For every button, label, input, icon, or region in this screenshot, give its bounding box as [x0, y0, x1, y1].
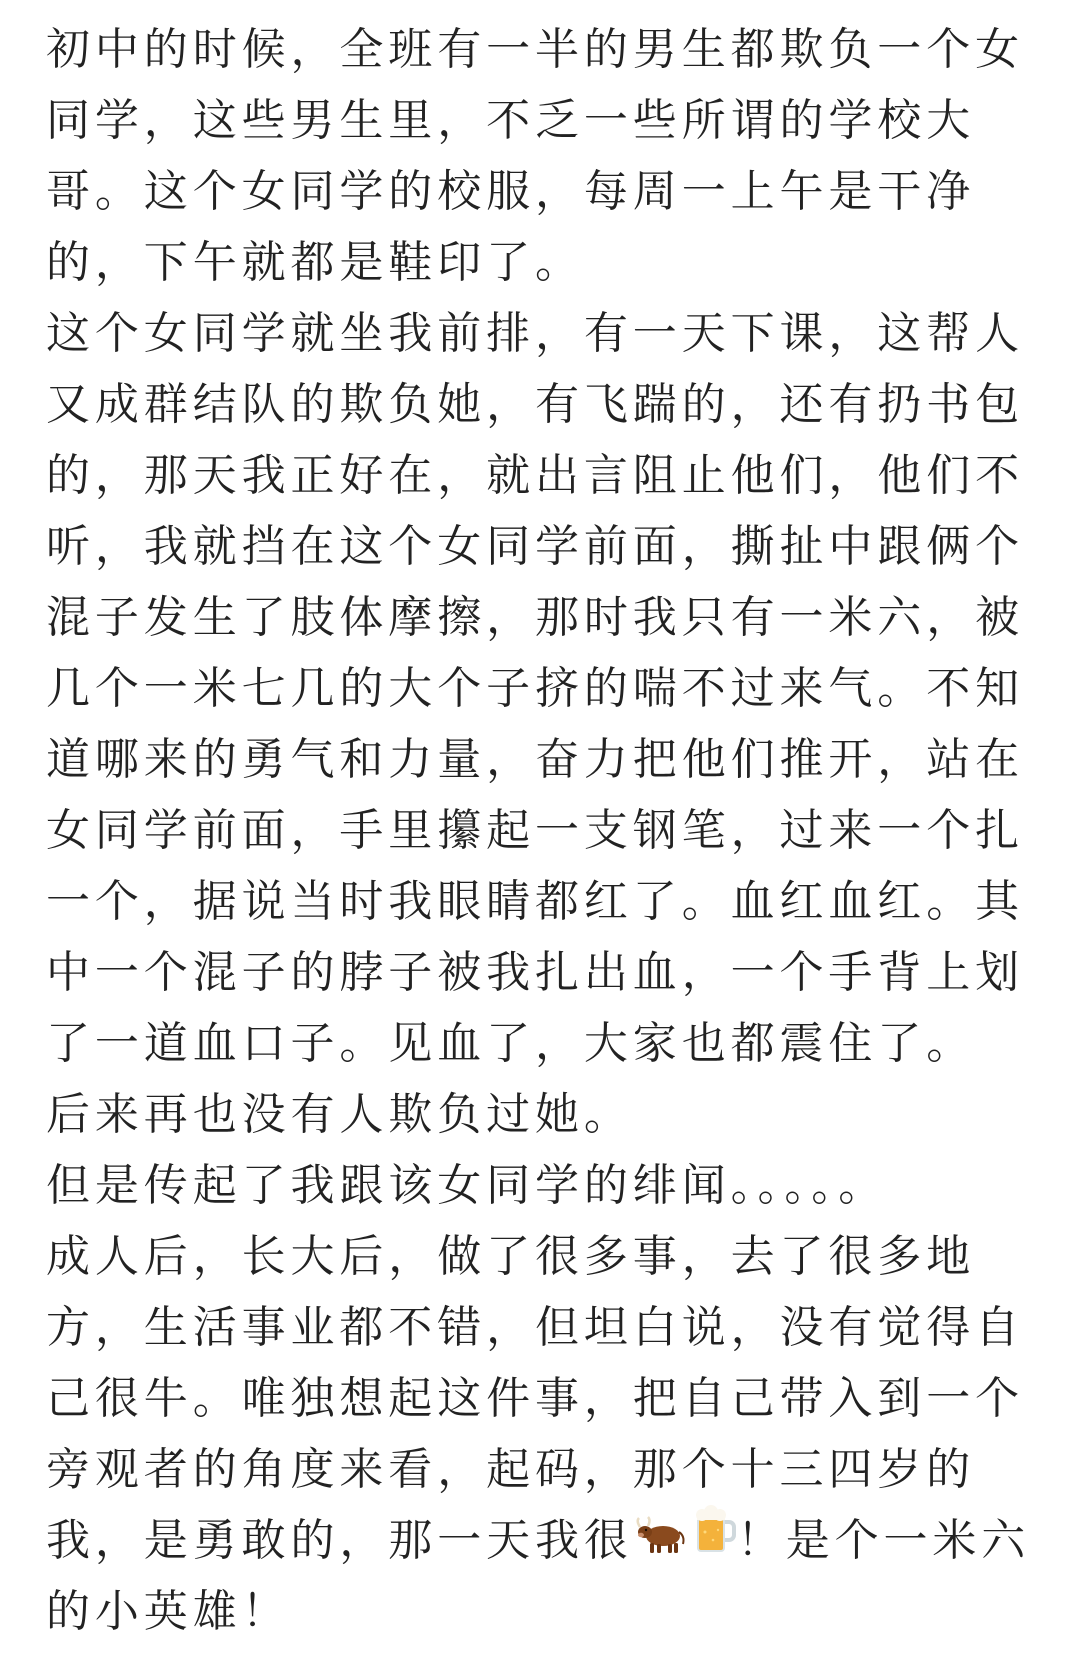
text-line: 中一个混子的脖子被我扎出血，一个手背上划 [46, 947, 1024, 998]
beer-mug-icon [687, 1504, 737, 1575]
text-line: 后来再也没有人欺负过她。 [46, 1089, 633, 1140]
text-line: 哥。这个女同学的校服，每周一上午是干净 [46, 166, 976, 217]
text-segment: 我，是勇敢的，那一天我很 [46, 1515, 633, 1566]
bull-icon [633, 1504, 687, 1575]
text-line: 了一道血口子。见血了，大家也都震住了。 [46, 1018, 976, 1069]
text-line: 的小英雄！ [46, 1586, 291, 1637]
text-line: 女同学前面，手里攥起一支钢笔，过来一个扎 [46, 805, 1024, 856]
article-body [46, 14, 1046, 1647]
text-line: 但是传起了我跟该女同学的绯闻。。。。。 [46, 1160, 888, 1211]
text-line: 一个，据说当时我眼睛都红了。血红血红。其 [46, 876, 1024, 927]
text-line-with-emoji [46, 1505, 1046, 1576]
text-line: 方，生活事业都不错，但坦白说，没有觉得自 [46, 1302, 1024, 1353]
text-line: 这个女同学就坐我前排，有一天下课，这帮人 [46, 308, 1024, 359]
text-line: 同学，这些男生里，不乏一些所谓的学校大 [46, 95, 976, 146]
text-line: 又成群结队的欺负她，有飞踹的，还有扔书包 [46, 379, 1024, 430]
text-line: 旁观者的角度来看，起码，那个十三四岁的 [46, 1444, 976, 1495]
text-line: 道哪来的勇气和力量，奋力把他们推开，站在 [46, 734, 1024, 785]
text-segment: ！是个一米六 [736, 1515, 1031, 1566]
text-line: 成人后，长大后，做了很多事，去了很多地 [46, 1231, 976, 1282]
text-line: 的，那天我正好在，就出言阻止他们，他们不 [46, 450, 1024, 501]
text-line: 混子发生了肢体摩擦，那时我只有一米六，被 [46, 592, 1024, 643]
text-line: 己很牛。唯独想起这件事，把自己带入到一个 [46, 1373, 1024, 1424]
text-line: 初中的时候，全班有一半的男生都欺负一个女 [46, 24, 1024, 75]
text-line: 几个一米七几的大个子挤的喘不过来气。不知 [46, 663, 1024, 714]
text-line: 听，我就挡在这个女同学前面，撕扯中跟俩个 [46, 521, 1024, 572]
text-line: 的，下午就都是鞋印了。 [46, 237, 584, 288]
